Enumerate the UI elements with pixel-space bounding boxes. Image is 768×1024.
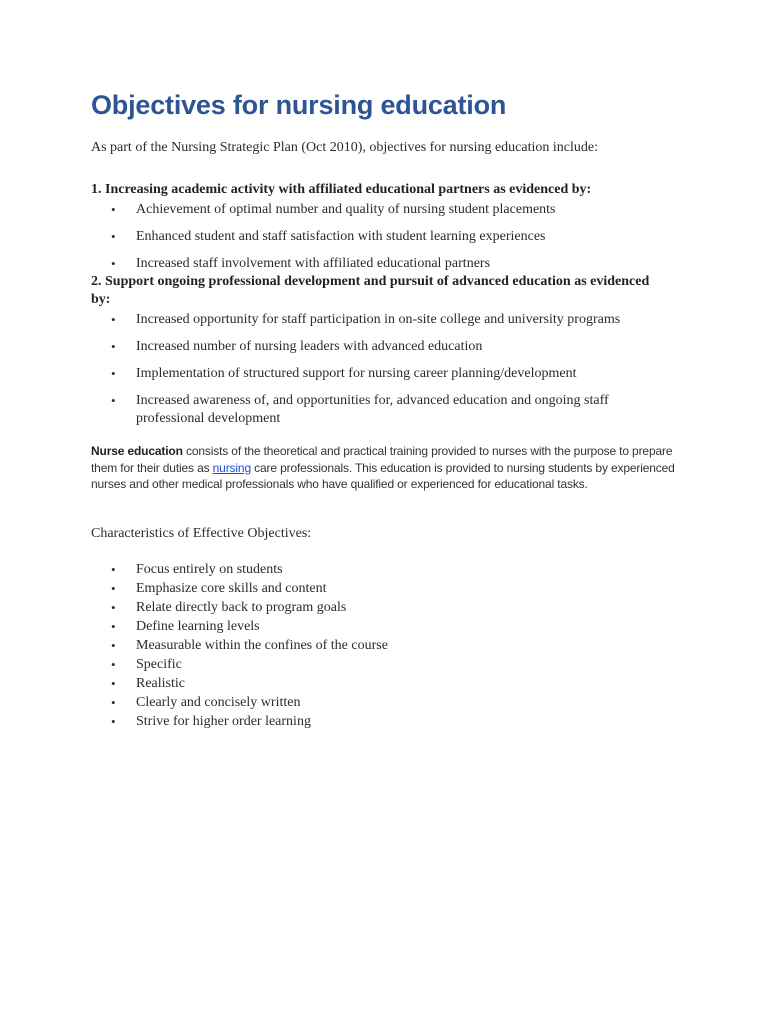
- list-item: • Measurable within the confines of the course: [91, 637, 651, 655]
- list-item: • Increased staff involvement with affiliated educational partners: [91, 255, 651, 273]
- list-item: • Relate directly back to program goals: [91, 599, 651, 617]
- page-title: Objectives for nursing education: [91, 90, 507, 120]
- list-item: • Clearly and concisely written: [91, 694, 651, 712]
- section-2-heading: 2. Support ongoing professional development and pursuit of advanced education as evidenced by:: [91, 274, 650, 307]
- list-item: • Achievement of optimal number and quality of nursing student placements: [91, 201, 651, 219]
- intro-text: As part of the Nursing Strategic Plan (Oct 2010), objectives for nursing education include:: [91, 140, 598, 155]
- paragraph-text-after-link: care professionals. This education is provided to nursing students by experienced nurses and other medical professionals who have qualified or experienced for educational tasks.: [91, 460, 675, 491]
- list-item: • Specific: [91, 656, 651, 674]
- list-item: • Focus entirely on students: [91, 561, 651, 579]
- list-item: • Implementation of structured support for nursing career planning/development: [91, 365, 651, 383]
- list-item: • Increased awareness of, and opportunities for, advanced education and ongoing staff professional development: [91, 392, 666, 428]
- list-item: • Enhanced student and staff satisfaction with student learning experiences: [91, 228, 651, 246]
- paragraph-bold-lead: Nurse education: [91, 444, 183, 458]
- characteristics-heading: Characteristics of Effective Objectives:: [91, 526, 312, 541]
- nurse-education-paragraph: [91, 443, 677, 493]
- list-item: • Define learning levels: [91, 618, 651, 636]
- list-item: • Emphasize core skills and content: [91, 580, 651, 598]
- section-1-heading: 1. Increasing academic activity with affiliated educational partners as evidenced by:: [91, 182, 592, 197]
- list-item: • Increased number of nursing leaders with advanced education: [91, 338, 651, 356]
- nursing-link[interactable]: nursing: [212, 460, 251, 475]
- list-item: • Realistic: [91, 675, 651, 693]
- paragraph-text-before-link: consists of the theoretical and practical training provided to nurses with the purpose to prepare them for their duties as: [91, 444, 673, 475]
- list-item: • Strive for higher order learning: [91, 713, 651, 731]
- list-item: • Increased opportunity for staff participation in on-site college and university programs: [91, 311, 651, 329]
